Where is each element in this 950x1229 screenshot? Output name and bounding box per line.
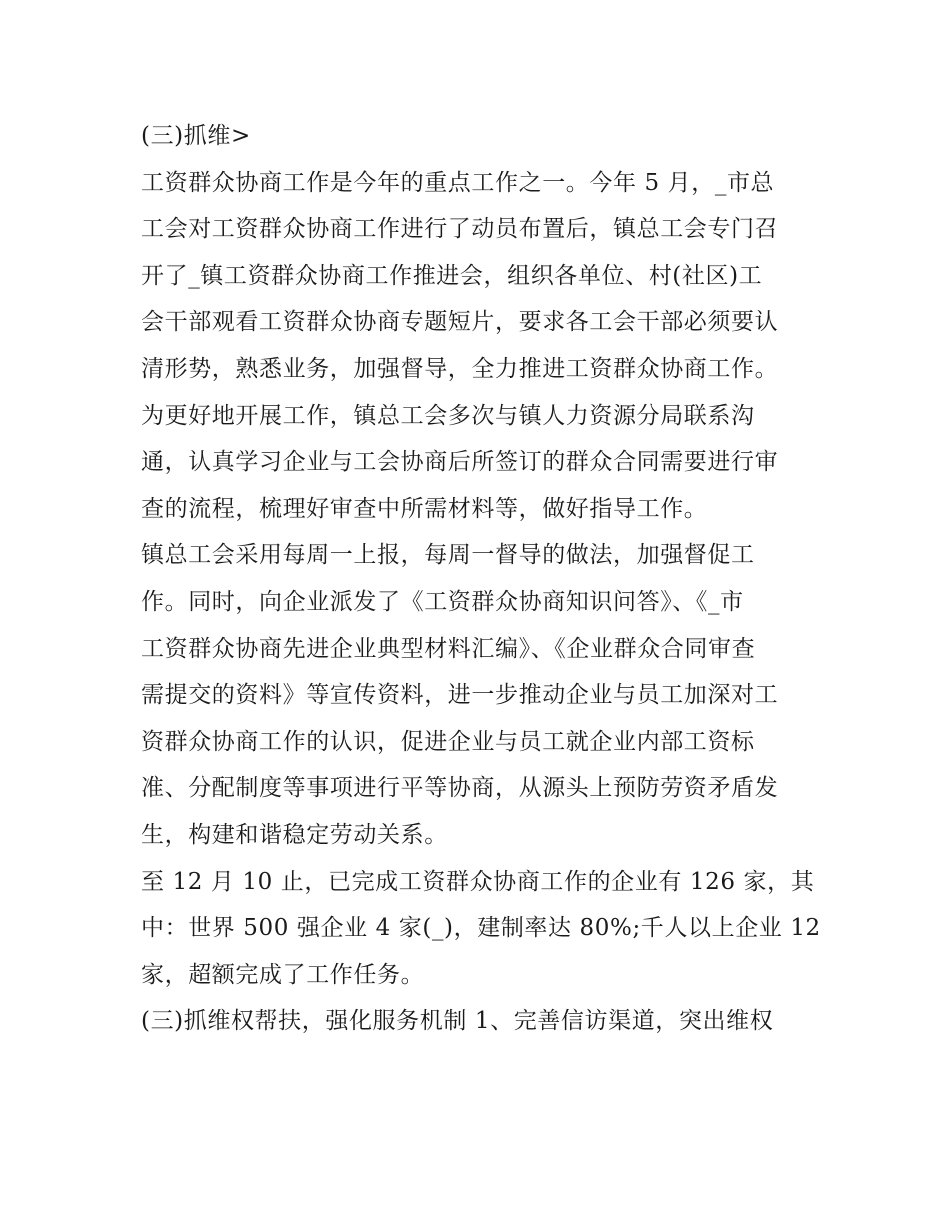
text-line: 工资群众协商工作是今年的重点工作之一。今年 5 月，_市总 (141, 169, 775, 196)
text-line: (三)抓维> (141, 123, 251, 149)
paragraph-wage-negotiation-intro (141, 160, 821, 533)
paragraph-results (141, 859, 821, 999)
text-line: 准、分配制度等事项进行平等协商，从源头上预防劳资矛盾发 (141, 775, 779, 802)
text-line: 作。同时，向企业派发了《工资群众协商知识问答》、《_市 (141, 588, 744, 615)
text-line: 家，超额完成了工作任务。 (141, 961, 425, 988)
text-line: 为更好地开展工作，镇总工会多次与镇人力资源分局联系沟 (141, 402, 755, 429)
paragraph-supervision (141, 532, 821, 858)
text-line: 生，构建和谐稳定劳动关系。 (141, 821, 448, 848)
text-line: 资群众协商工作的认识，促进企业与员工就企业内部工资标 (141, 728, 755, 755)
text-line: 镇总工会采用每周一上报，每周一督导的做法，加强督促工 (141, 542, 755, 569)
section-heading (141, 113, 821, 160)
text-line: 开了_镇工资群众协商工作推进会，组织各单位、村(社区)工 (141, 262, 763, 289)
text-line: 会干部观看工资群众协商专题短片，要求各工会干部必须要认 (141, 309, 779, 336)
section-heading-rights (141, 998, 821, 1045)
text-line: 工资群众协商先进企业典型材料汇编》、《企业群众合同审查 (141, 635, 756, 662)
text-line: 中：世界 500 强企业 4 家(_)，建制率达 80%;千人以上企业 12 (141, 915, 821, 942)
text-line: 至 12 月 10 止，已完成工资群众协商工作的企业有 126 家，其 (141, 868, 815, 895)
text-line: (三)抓维权帮扶，强化服务机制 1、完善信访渠道，突出维权 (141, 1008, 774, 1035)
text-line: 通，认真学习企业与工会协商后所签订的群众合同需要进行审 (141, 449, 779, 476)
document-body (141, 113, 821, 1045)
text-line: 查的流程，梳理好审查中所需材料等，做好指导工作。 (141, 495, 708, 522)
text-line: 清形势，熟悉业务，加强督导，全力推进工资群众协商工作。 (141, 355, 779, 382)
text-line: 需提交的资料》等宣传资料，进一步推动企业与员工加深对工 (141, 682, 779, 709)
text-line: 工会对工资群众协商工作进行了动员布置后，镇总工会专门召 (141, 216, 779, 243)
